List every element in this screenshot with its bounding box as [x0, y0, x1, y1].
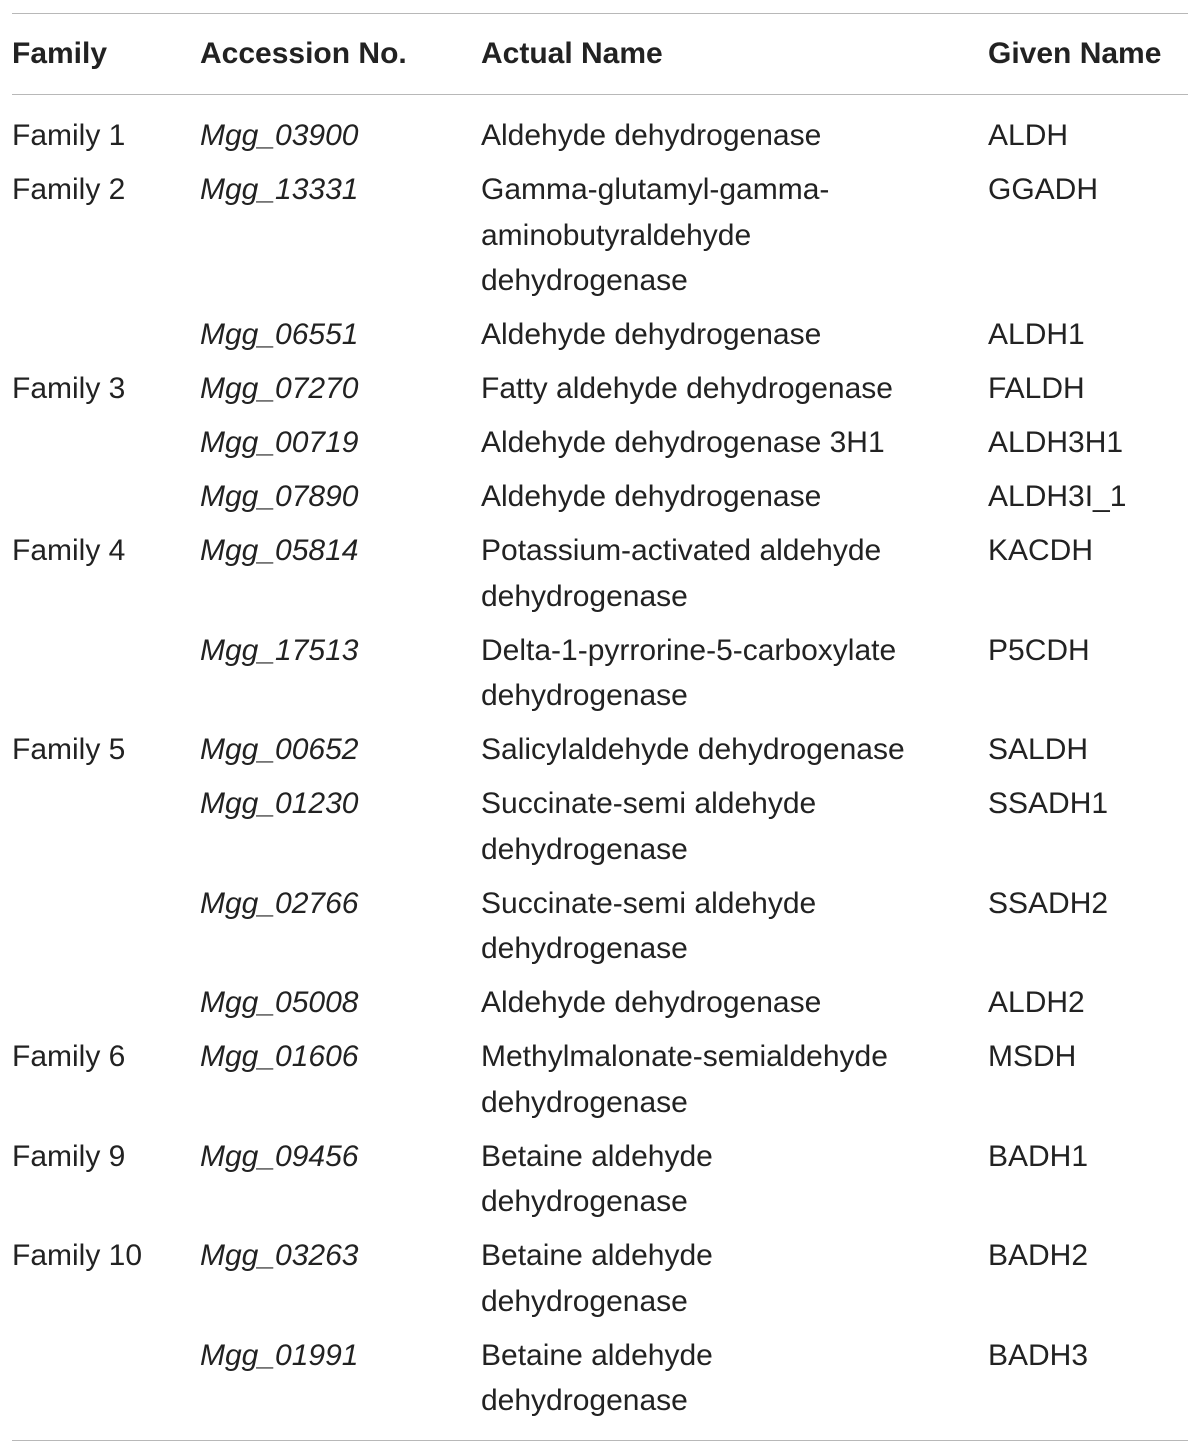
header-given-name: Given Name — [988, 37, 1162, 70]
cell-accession: Mgg_03900 — [200, 119, 359, 152]
cell-actual-name — [481, 1125, 988, 1225]
cell-actual-name — [481, 872, 988, 972]
cell-line: dehydrogenase — [481, 679, 688, 712]
cell-accession: Mgg_07270 — [200, 372, 359, 405]
table-row — [12, 619, 1188, 719]
cell-actual-name — [481, 773, 988, 873]
cell-given-name: FALDH — [988, 372, 1085, 405]
cell-actual-name: Fatty aldehyde dehydrogenase — [481, 372, 893, 405]
table-body — [12, 95, 1188, 1440]
header-row — [12, 14, 1188, 95]
cell-family: Family 2 — [12, 173, 126, 206]
cell-line: dehydrogenase — [481, 932, 688, 965]
table-row — [12, 773, 1188, 873]
cell-line: dehydrogenase — [481, 579, 688, 613]
cell-actual-name — [481, 1026, 988, 1126]
cell-family: Family 5 — [12, 733, 126, 766]
cell-given-name: GGADH — [988, 173, 1099, 206]
cell-actual-name — [481, 1225, 988, 1325]
cell-family — [12, 466, 200, 520]
table-row — [12, 872, 1188, 972]
table-row — [12, 1225, 1188, 1325]
cell-accession: Mgg_17513 — [200, 633, 359, 667]
cell-actual-name: Aldehyde dehydrogenase 3H1 — [481, 426, 885, 459]
cell-line: Betaine aldehyde — [481, 1338, 713, 1372]
cell-given-name: BADH1 — [988, 1139, 1089, 1173]
cell-actual-name — [481, 1324, 988, 1440]
cell-line: Betaine aldehyde — [481, 1239, 713, 1272]
table-bottom-rule — [12, 1440, 1188, 1441]
header-actual-name: Actual Name — [481, 37, 663, 70]
table-row — [12, 972, 1188, 1026]
cell-accession: Mgg_00719 — [200, 426, 359, 459]
cell-given-name: ALDH1 — [988, 318, 1085, 351]
cell-family — [12, 972, 200, 1026]
cell-accession: Mgg_09456 — [200, 1139, 359, 1173]
cell-given-name: BADH2 — [988, 1239, 1089, 1272]
table-row — [12, 1026, 1188, 1126]
table-row — [12, 412, 1188, 466]
cell-family: Family 4 — [12, 534, 126, 567]
cell-line: Succinate-semi aldehyde — [481, 787, 817, 820]
table-row — [12, 1125, 1188, 1225]
gene-table — [12, 14, 1188, 1440]
cell-family: Family 6 — [12, 1040, 126, 1073]
cell-accession: Mgg_01230 — [200, 787, 359, 820]
cell-actual-name: Aldehyde dehydrogenase — [481, 119, 822, 152]
cell-family — [12, 619, 200, 719]
cell-line: dehydrogenase — [481, 1384, 688, 1417]
table-row — [12, 358, 1188, 412]
cell-line: Potassium-activated aldehyde — [481, 534, 882, 567]
cell-line: dehydrogenase — [481, 832, 688, 866]
cell-accession: Mgg_01991 — [200, 1338, 359, 1372]
cell-accession: Mgg_00652 — [200, 733, 359, 766]
cell-given-name: ALDH3H1 — [988, 426, 1124, 459]
cell-line: Gamma-glutamyl-gamma- — [481, 173, 830, 206]
cell-given-name: MSDH — [988, 1040, 1077, 1073]
cell-line: dehydrogenase — [481, 1085, 688, 1119]
cell-actual-name — [481, 619, 988, 719]
cell-actual-name: Aldehyde dehydrogenase — [481, 480, 822, 513]
cell-given-name: ALDH — [988, 119, 1069, 152]
table-row — [12, 466, 1188, 520]
cell-given-name: P5CDH — [988, 633, 1090, 667]
cell-line: dehydrogenase — [481, 1185, 688, 1218]
cell-line: aminobutyraldehyde — [481, 218, 752, 252]
cell-given-name: ALDH3I_1 — [988, 480, 1127, 513]
cell-family: Family 1 — [12, 119, 126, 152]
cell-line: dehydrogenase — [481, 264, 688, 297]
cell-family: Family 10 — [12, 1239, 143, 1272]
cell-actual-name: Aldehyde dehydrogenase — [481, 986, 822, 1019]
cell-family — [12, 773, 200, 873]
table-row — [12, 520, 1188, 620]
cell-accession: Mgg_05008 — [200, 986, 359, 1019]
cell-accession: Mgg_01606 — [200, 1040, 359, 1073]
cell-actual-name: Salicylaldehyde dehydrogenase — [481, 733, 905, 766]
cell-line: Methylmalonate-semialdehyde — [481, 1040, 888, 1073]
cell-actual-name — [481, 159, 988, 304]
cell-family: Family 3 — [12, 372, 126, 405]
cell-line: Succinate-semi aldehyde — [481, 886, 817, 920]
cell-accession: Mgg_05814 — [200, 534, 359, 567]
cell-given-name: SALDH — [988, 733, 1089, 766]
cell-line: dehydrogenase — [481, 1284, 688, 1318]
table-row — [12, 95, 1188, 159]
cell-line: Betaine aldehyde — [481, 1139, 713, 1173]
cell-given-name: BADH3 — [988, 1338, 1089, 1372]
table-row — [12, 304, 1188, 358]
cell-given-name: KACDH — [988, 534, 1094, 567]
cell-actual-name: Aldehyde dehydrogenase — [481, 318, 822, 351]
header-accession: Accession No. — [200, 37, 407, 70]
cell-family — [12, 304, 200, 358]
cell-accession: Mgg_06551 — [200, 318, 359, 351]
cell-family — [12, 872, 200, 972]
table-row — [12, 719, 1188, 773]
cell-family — [12, 1324, 200, 1440]
cell-accession: Mgg_13331 — [200, 173, 359, 206]
aldh-gene-table — [12, 13, 1188, 1441]
cell-accession: Mgg_03263 — [200, 1239, 359, 1272]
cell-given-name: SSADH2 — [988, 886, 1109, 920]
header-family: Family — [12, 37, 108, 70]
cell-accession: Mgg_02766 — [200, 886, 359, 920]
table-row — [12, 1324, 1188, 1440]
cell-accession: Mgg_07890 — [200, 480, 359, 513]
table-header — [12, 14, 1188, 95]
cell-given-name: SSADH1 — [988, 787, 1109, 820]
cell-family: Family 9 — [12, 1139, 126, 1173]
cell-given-name: ALDH2 — [988, 986, 1085, 1019]
cell-actual-name — [481, 520, 988, 620]
cell-line: Delta-1-pyrrorine-5-carboxylate — [481, 633, 897, 667]
cell-family — [12, 412, 200, 466]
table-row — [12, 159, 1188, 304]
